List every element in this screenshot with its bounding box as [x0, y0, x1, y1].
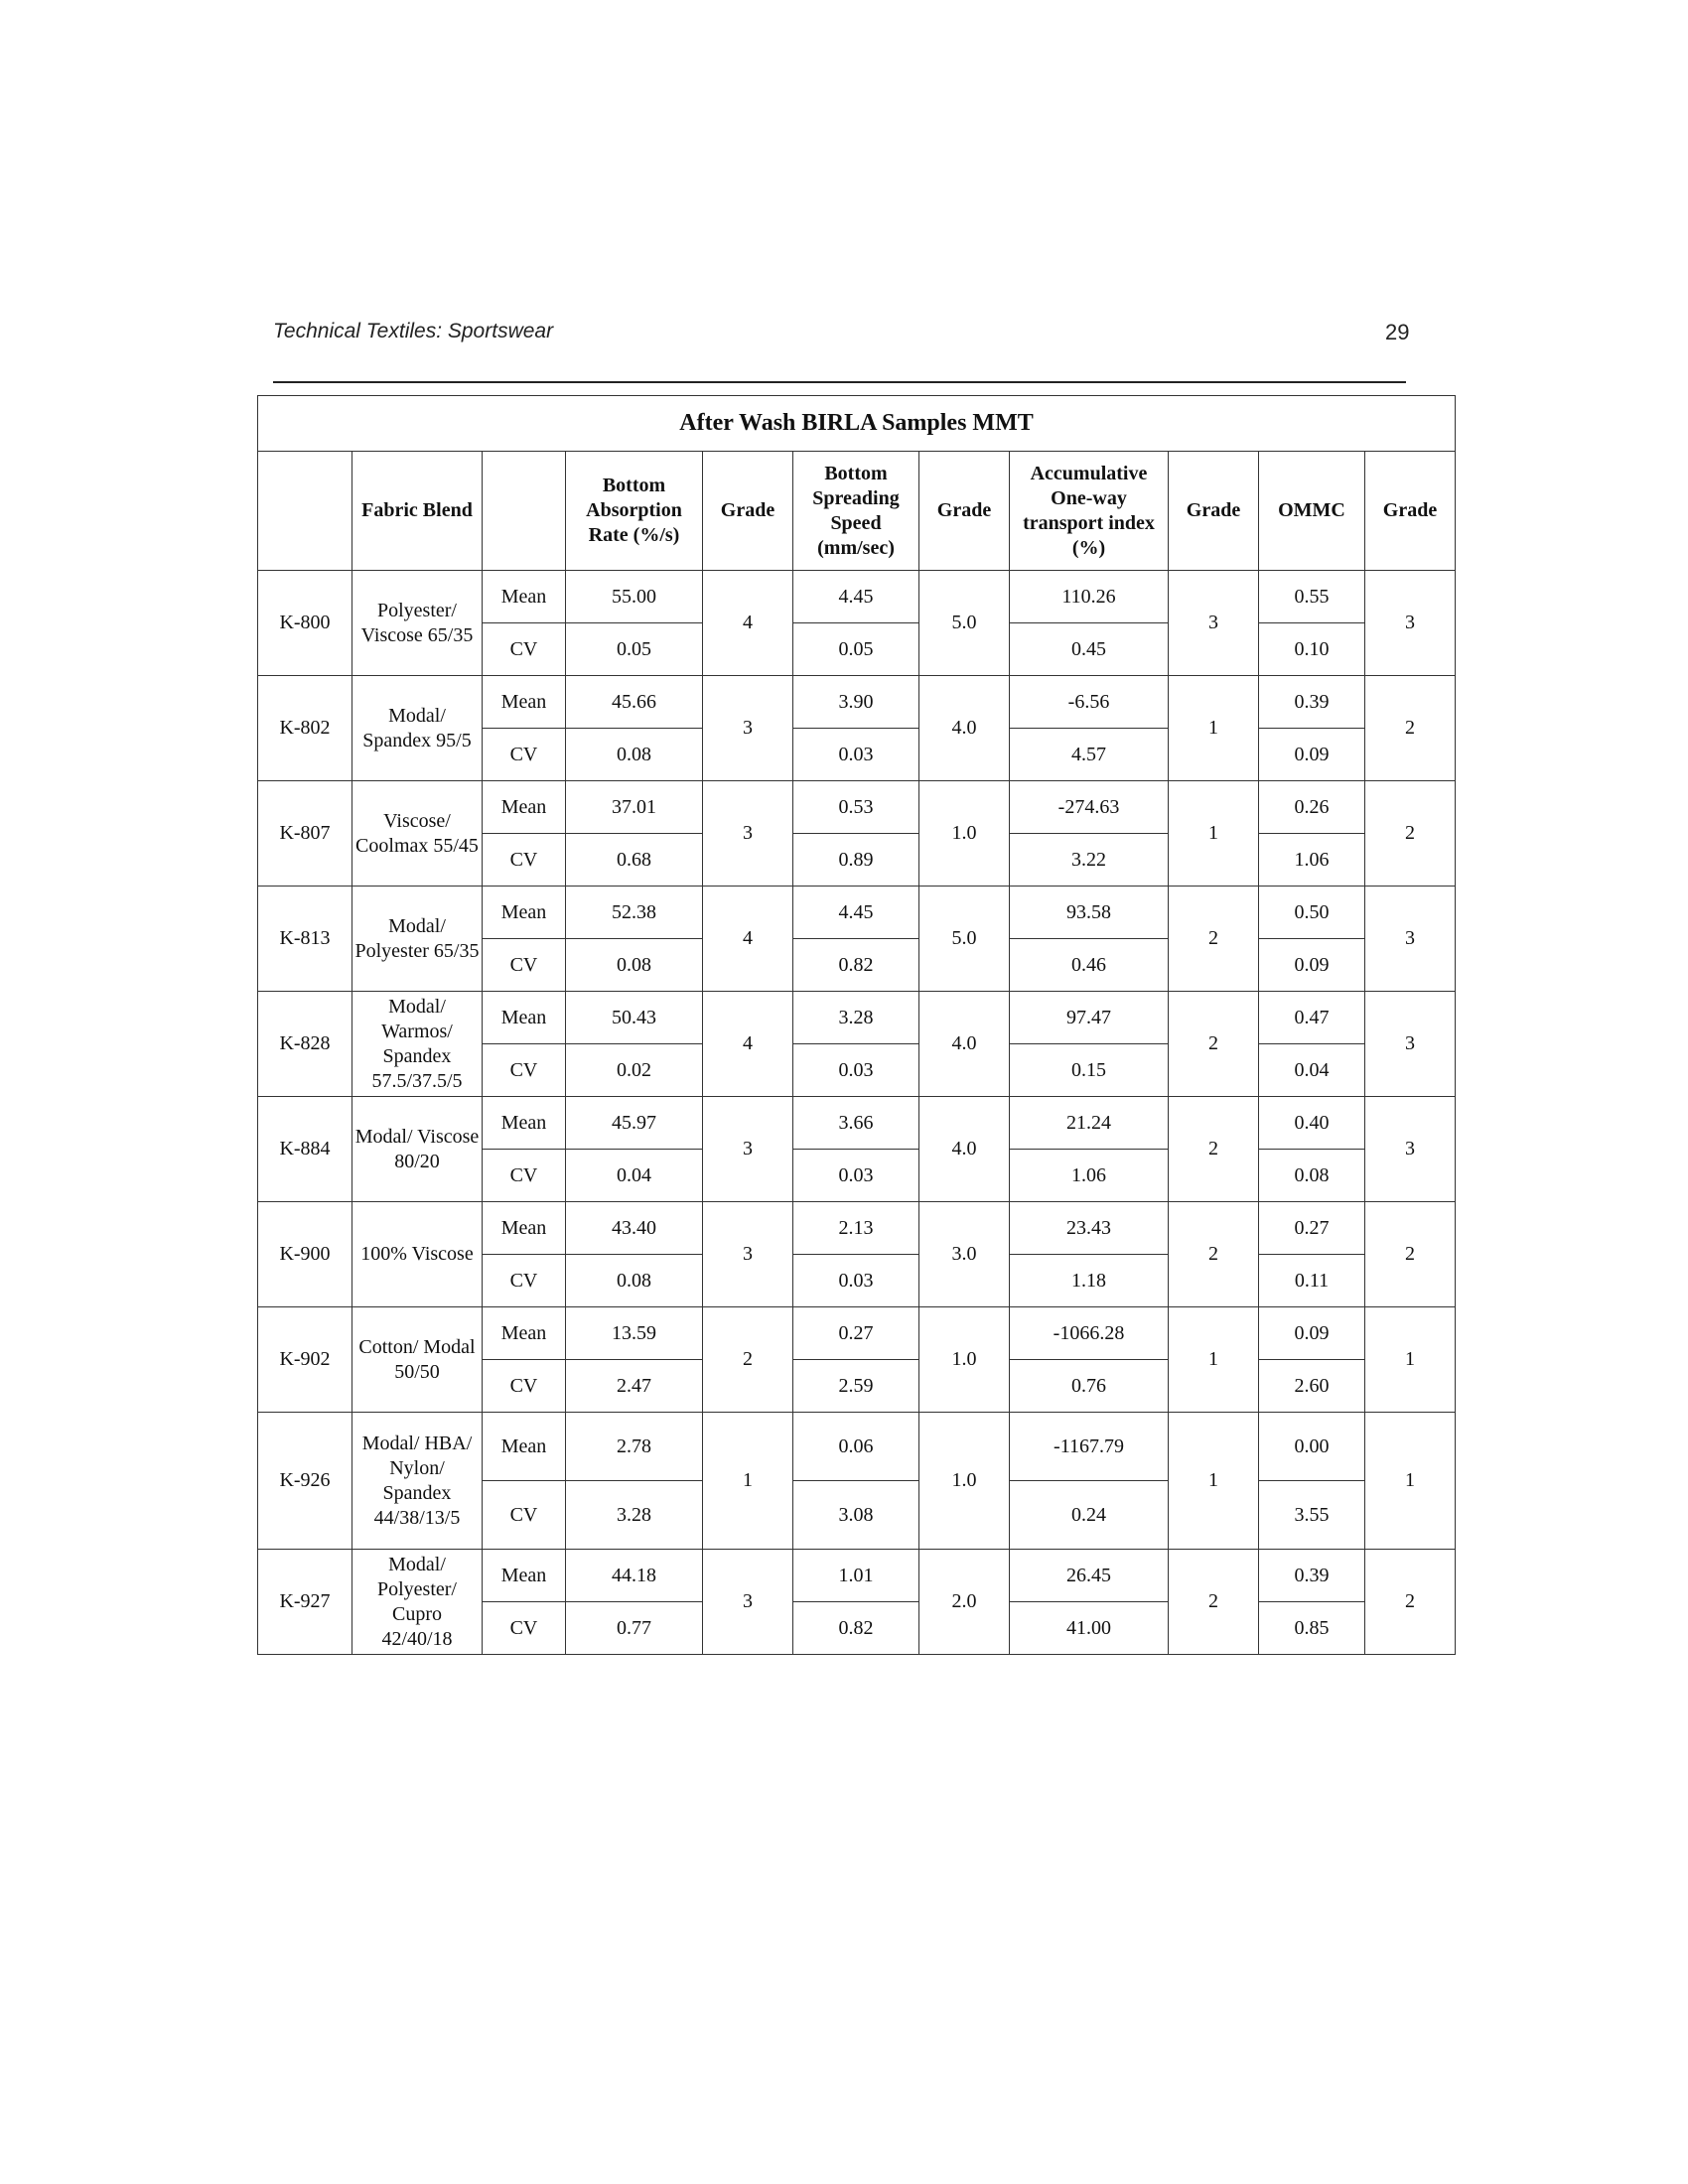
spreading-cv: 0.82	[793, 1602, 919, 1655]
spreading-mean: 4.45	[793, 571, 919, 623]
fabric-blend: Modal/ Warmos/ Spandex 57.5/37.5/5	[352, 992, 483, 1097]
spreading-mean: 0.27	[793, 1307, 919, 1360]
absorption-grade: 3	[703, 1202, 793, 1307]
spreading-grade: 4.0	[919, 992, 1010, 1097]
spreading-mean: 3.90	[793, 676, 919, 729]
accumulative-mean: -6.56	[1010, 676, 1169, 729]
col-header-grade: Grade	[919, 452, 1010, 571]
absorption-grade: 3	[703, 676, 793, 781]
fabric-blend: 100% Viscose	[352, 1202, 483, 1307]
table-row-mean	[258, 1202, 1456, 1255]
ommc-mean: 0.26	[1259, 781, 1365, 834]
sample-id: K-927	[258, 1550, 352, 1655]
ommc-grade: 1	[1365, 1307, 1456, 1413]
accumulative-grade: 1	[1169, 1413, 1259, 1550]
absorption-cv: 0.77	[566, 1602, 703, 1655]
spreading-mean: 1.01	[793, 1550, 919, 1602]
fabric-blend: Modal/ Polyester/ Cupro 42/40/18	[352, 1550, 483, 1655]
spreading-mean: 4.45	[793, 887, 919, 939]
accumulative-cv: 0.46	[1010, 939, 1169, 992]
ommc-mean: 0.55	[1259, 571, 1365, 623]
col-header-fabric-blend: Fabric Blend	[352, 452, 483, 571]
absorption-grade: 3	[703, 1097, 793, 1202]
absorption-mean: 2.78	[566, 1413, 703, 1481]
spreading-grade: 4.0	[919, 676, 1010, 781]
absorption-grade: 4	[703, 887, 793, 992]
accumulative-grade: 3	[1169, 571, 1259, 676]
ommc-cv: 2.60	[1259, 1360, 1365, 1413]
absorption-grade: 2	[703, 1307, 793, 1413]
fabric-blend: Cotton/ Modal 50/50	[352, 1307, 483, 1413]
ommc-grade: 2	[1365, 1550, 1456, 1655]
fabric-blend: Modal/ HBA/ Nylon/ Spandex 44/38/13/5	[352, 1413, 483, 1550]
absorption-mean: 37.01	[566, 781, 703, 834]
spreading-grade: 5.0	[919, 887, 1010, 992]
accumulative-mean: -274.63	[1010, 781, 1169, 834]
spreading-cv: 0.05	[793, 623, 919, 676]
absorption-mean: 55.00	[566, 571, 703, 623]
spreading-cv: 0.03	[793, 729, 919, 781]
stat-label: CV	[483, 1481, 566, 1550]
ommc-mean: 0.39	[1259, 676, 1365, 729]
col-header-ommc: OMMC	[1259, 452, 1365, 571]
absorption-mean: 13.59	[566, 1307, 703, 1360]
sample-id: K-800	[258, 571, 352, 676]
absorption-cv: 0.05	[566, 623, 703, 676]
accumulative-mean: 23.43	[1010, 1202, 1169, 1255]
stat-label: Mean	[483, 571, 566, 623]
table-row-mean	[258, 676, 1456, 729]
running-title: Technical Textiles: Sportswear	[273, 320, 554, 342]
accumulative-grade: 2	[1169, 1550, 1259, 1655]
table-row-mean	[258, 1307, 1456, 1360]
absorption-grade: 3	[703, 781, 793, 887]
absorption-cv: 3.28	[566, 1481, 703, 1550]
ommc-grade: 2	[1365, 676, 1456, 781]
table-row-mean	[258, 1550, 1456, 1602]
absorption-cv: 0.04	[566, 1150, 703, 1202]
absorption-mean: 43.40	[566, 1202, 703, 1255]
absorption-cv: 0.08	[566, 1255, 703, 1307]
accumulative-grade: 2	[1169, 1202, 1259, 1307]
mmt-results-table	[257, 395, 1456, 1655]
fabric-blend: Modal/ Polyester 65/35	[352, 887, 483, 992]
accumulative-cv: 0.45	[1010, 623, 1169, 676]
spreading-cv: 2.59	[793, 1360, 919, 1413]
accumulative-mean: 97.47	[1010, 992, 1169, 1044]
accumulative-cv: 4.57	[1010, 729, 1169, 781]
ommc-mean: 0.47	[1259, 992, 1365, 1044]
sample-id: K-884	[258, 1097, 352, 1202]
absorption-mean: 52.38	[566, 887, 703, 939]
stat-label: CV	[483, 623, 566, 676]
stat-label: Mean	[483, 781, 566, 834]
spreading-cv: 0.03	[793, 1150, 919, 1202]
sample-id: K-900	[258, 1202, 352, 1307]
spreading-cv: 0.03	[793, 1255, 919, 1307]
absorption-cv: 0.02	[566, 1044, 703, 1097]
header-rule	[273, 381, 1406, 383]
fabric-blend: Viscose/ Coolmax 55/45	[352, 781, 483, 887]
col-header-stat	[483, 452, 566, 571]
spreading-grade: 1.0	[919, 1413, 1010, 1550]
spreading-mean: 0.06	[793, 1413, 919, 1481]
stat-label: Mean	[483, 676, 566, 729]
absorption-cv: 2.47	[566, 1360, 703, 1413]
absorption-grade: 3	[703, 1550, 793, 1655]
col-header-grade: Grade	[1169, 452, 1259, 571]
col-header-grade: Grade	[1365, 452, 1456, 571]
spreading-cv: 0.82	[793, 939, 919, 992]
stat-label: CV	[483, 729, 566, 781]
ommc-cv: 0.10	[1259, 623, 1365, 676]
accumulative-cv: 41.00	[1010, 1602, 1169, 1655]
accumulative-mean: 110.26	[1010, 571, 1169, 623]
spreading-grade: 5.0	[919, 571, 1010, 676]
col-header-bottom-spreading: Bottom Spreading Speed (mm/sec)	[793, 452, 919, 571]
stat-label: CV	[483, 1602, 566, 1655]
ommc-mean: 0.39	[1259, 1550, 1365, 1602]
accumulative-grade: 1	[1169, 676, 1259, 781]
accumulative-grade: 2	[1169, 887, 1259, 992]
ommc-cv: 0.09	[1259, 939, 1365, 992]
table-row-mean	[258, 992, 1456, 1044]
stat-label: Mean	[483, 1307, 566, 1360]
ommc-cv: 0.85	[1259, 1602, 1365, 1655]
accumulative-grade: 1	[1169, 781, 1259, 887]
accumulative-cv: 0.24	[1010, 1481, 1169, 1550]
absorption-cv: 0.08	[566, 729, 703, 781]
accumulative-cv: 0.15	[1010, 1044, 1169, 1097]
fabric-blend: Polyester/ Viscose 65/35	[352, 571, 483, 676]
sample-id: K-802	[258, 676, 352, 781]
accumulative-mean: 21.24	[1010, 1097, 1169, 1150]
sample-id: K-926	[258, 1413, 352, 1550]
spreading-mean: 2.13	[793, 1202, 919, 1255]
ommc-grade: 3	[1365, 887, 1456, 992]
ommc-cv: 0.11	[1259, 1255, 1365, 1307]
stat-label: CV	[483, 834, 566, 887]
accumulative-mean: -1066.28	[1010, 1307, 1169, 1360]
absorption-mean: 45.66	[566, 676, 703, 729]
col-header-grade: Grade	[703, 452, 793, 571]
ommc-mean: 0.50	[1259, 887, 1365, 939]
col-header-sample	[258, 452, 352, 571]
ommc-mean: 0.00	[1259, 1413, 1365, 1481]
accumulative-grade: 2	[1169, 1097, 1259, 1202]
accumulative-grade: 2	[1169, 992, 1259, 1097]
absorption-mean: 44.18	[566, 1550, 703, 1602]
spreading-grade: 3.0	[919, 1202, 1010, 1307]
spreading-mean: 3.66	[793, 1097, 919, 1150]
stat-label: CV	[483, 1044, 566, 1097]
accumulative-cv: 0.76	[1010, 1360, 1169, 1413]
table-row-mean	[258, 1097, 1456, 1150]
page-number: 29	[1385, 320, 1410, 344]
accumulative-cv: 3.22	[1010, 834, 1169, 887]
accumulative-mean: -1167.79	[1010, 1413, 1169, 1481]
spreading-grade: 1.0	[919, 781, 1010, 887]
col-header-bottom-absorption: Bottom Absorption Rate (%/s)	[566, 452, 703, 571]
stat-label: Mean	[483, 1097, 566, 1150]
spreading-grade: 2.0	[919, 1550, 1010, 1655]
fabric-blend: Modal/ Spandex 95/5	[352, 676, 483, 781]
accumulative-mean: 93.58	[1010, 887, 1169, 939]
ommc-grade: 1	[1365, 1413, 1456, 1550]
table-title: After Wash BIRLA Samples MMT	[258, 396, 1456, 452]
absorption-cv: 0.08	[566, 939, 703, 992]
absorption-mean: 45.97	[566, 1097, 703, 1150]
ommc-grade: 3	[1365, 992, 1456, 1097]
ommc-cv: 0.08	[1259, 1150, 1365, 1202]
sample-id: K-902	[258, 1307, 352, 1413]
ommc-grade: 2	[1365, 781, 1456, 887]
spreading-grade: 4.0	[919, 1097, 1010, 1202]
spreading-cv: 3.08	[793, 1481, 919, 1550]
stat-label: Mean	[483, 887, 566, 939]
stat-label: CV	[483, 1360, 566, 1413]
ommc-mean: 0.27	[1259, 1202, 1365, 1255]
stat-label: CV	[483, 939, 566, 992]
spreading-cv: 0.89	[793, 834, 919, 887]
col-header-accumulative: Accumulative One-way transport index (%)	[1010, 452, 1169, 571]
accumulative-cv: 1.18	[1010, 1255, 1169, 1307]
absorption-grade: 4	[703, 992, 793, 1097]
stat-label: CV	[483, 1150, 566, 1202]
sample-id: K-807	[258, 781, 352, 887]
ommc-cv: 0.04	[1259, 1044, 1365, 1097]
absorption-cv: 0.68	[566, 834, 703, 887]
ommc-cv: 1.06	[1259, 834, 1365, 887]
absorption-grade: 1	[703, 1413, 793, 1550]
accumulative-cv: 1.06	[1010, 1150, 1169, 1202]
table-row-mean	[258, 1413, 1456, 1481]
fabric-blend: Modal/ Viscose 80/20	[352, 1097, 483, 1202]
spreading-grade: 1.0	[919, 1307, 1010, 1413]
absorption-grade: 4	[703, 571, 793, 676]
table-row-mean	[258, 571, 1456, 623]
stat-label: Mean	[483, 992, 566, 1044]
stat-label: Mean	[483, 1413, 566, 1481]
stat-label: Mean	[483, 1550, 566, 1602]
accumulative-mean: 26.45	[1010, 1550, 1169, 1602]
ommc-cv: 0.09	[1259, 729, 1365, 781]
spreading-cv: 0.03	[793, 1044, 919, 1097]
ommc-grade: 3	[1365, 1097, 1456, 1202]
spreading-mean: 3.28	[793, 992, 919, 1044]
ommc-cv: 3.55	[1259, 1481, 1365, 1550]
sample-id: K-828	[258, 992, 352, 1097]
ommc-mean: 0.40	[1259, 1097, 1365, 1150]
stat-label: CV	[483, 1255, 566, 1307]
accumulative-grade: 1	[1169, 1307, 1259, 1413]
sample-id: K-813	[258, 887, 352, 992]
ommc-grade: 3	[1365, 571, 1456, 676]
ommc-grade: 2	[1365, 1202, 1456, 1307]
table-row-mean	[258, 887, 1456, 939]
ommc-mean: 0.09	[1259, 1307, 1365, 1360]
table-row-mean	[258, 781, 1456, 834]
column-header-row	[258, 452, 1456, 571]
spreading-mean: 0.53	[793, 781, 919, 834]
absorption-mean: 50.43	[566, 992, 703, 1044]
stat-label: Mean	[483, 1202, 566, 1255]
